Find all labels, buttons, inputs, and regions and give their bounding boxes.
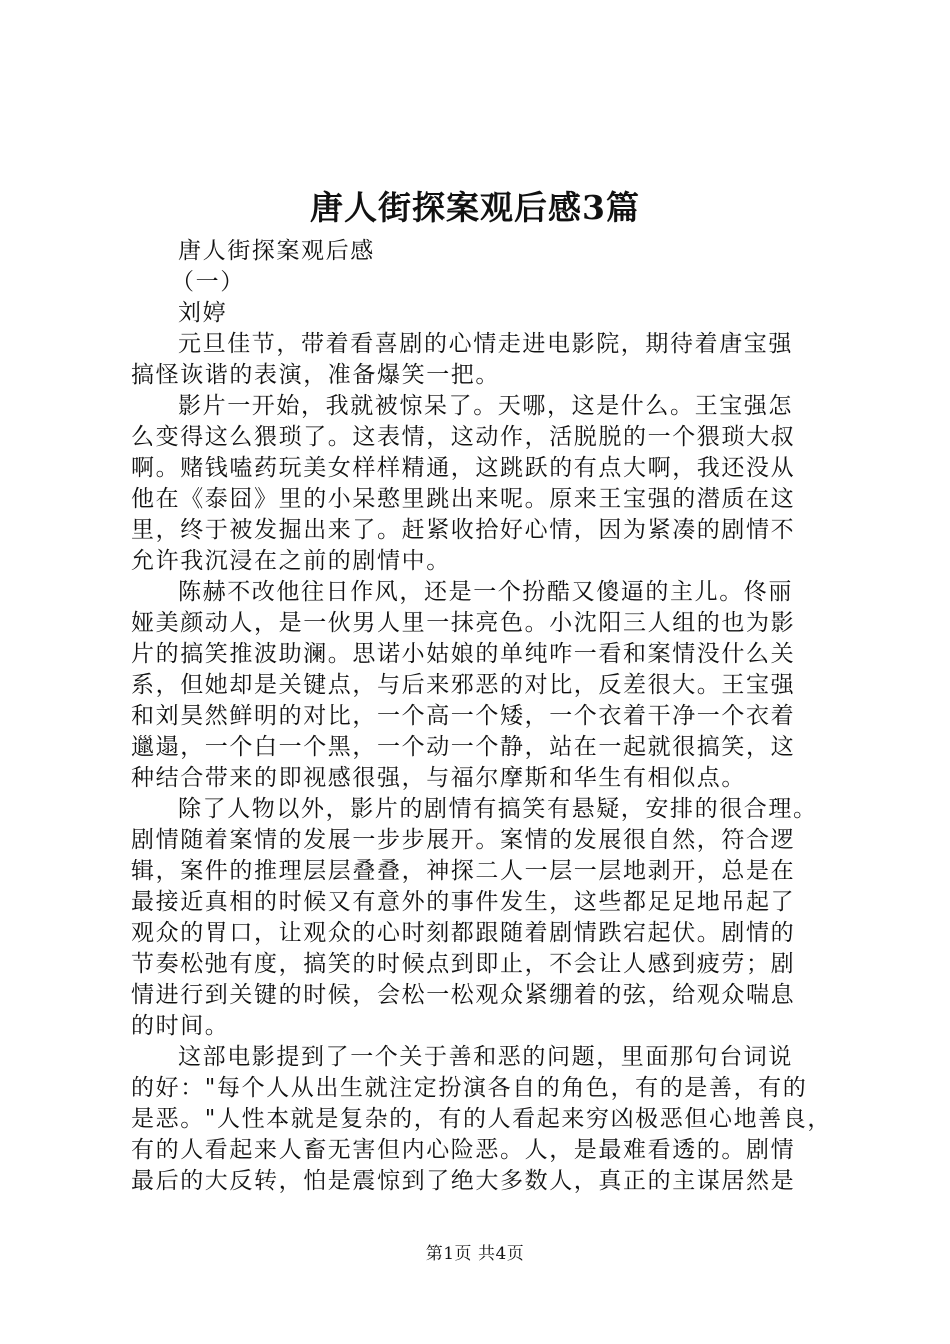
- text-line: 种结合带来的即视感很强，与福尔摩斯和华生有相似点。: [131, 765, 746, 791]
- page-footer: 第1页 共4页: [425, 1244, 525, 1264]
- text-line: 啊。赌钱嗑药玩美女样样精通，这跳跃的有点大啊，我还没从: [131, 455, 796, 481]
- text-line: 里，终于被发掘出来了。赶紧收拾好心情，因为紧凑的剧情不: [131, 517, 796, 543]
- text-line: 的好："每个人从出生就注定扮演各自的角色，有的是善，有的: [131, 1075, 808, 1101]
- text-line: 片的搞笑推波助澜。思诺小姑娘的单纯咋一看和案情没什么关: [131, 641, 796, 667]
- text-line: 辑，案件的推理层层叠叠，神探二人一层一层地剥开，总是在: [131, 858, 796, 884]
- text-line: 这部电影提到了一个关于善和恶的问题，里面那句台词说: [178, 1044, 793, 1070]
- text-line: 有的人看起来人畜无害但内心险恶。人，是最难看透的。剧情: [131, 1137, 796, 1163]
- text-line: 最后的大反转，怕是震惊到了绝大多数人，真正的主谋居然是: [131, 1168, 796, 1194]
- text-line: 剧情随着案情的发展一步步展开。案情的发展很自然，符合逻: [131, 827, 796, 853]
- text-line: 么变得这么猥琐了。这表情，这动作，活脱脱的一个猥琐大叔: [131, 424, 796, 450]
- text-line: 情进行到关键的时候，会松一松观众紧绷着的弦，给观众喘息: [131, 982, 796, 1008]
- text-line: 刘婷: [178, 300, 228, 326]
- text-line: 邋遢，一个白一个黑，一个动一个静，站在一起就很搞笑，这: [131, 734, 796, 760]
- text-line: 允许我沉浸在之前的剧情中。: [131, 548, 451, 574]
- text-line: 元旦佳节，带着看喜剧的心情走进电影院，期待着唐宝强: [178, 331, 793, 357]
- text-line: 最接近真相的时候又有意外的事件发生，这些都足足地吊起了: [131, 889, 796, 915]
- text-line: 节奏松弛有度，搞笑的时候点到即止，不会让人感到疲劳；剧: [131, 951, 796, 977]
- text-line: 搞怪诙谐的表演，准备爆笑一把。: [131, 362, 500, 388]
- text-line: 除了人物以外，影片的剧情有搞笑有悬疑，安排的很合理。: [178, 796, 818, 822]
- document-title: 唐人街探案观后感3篇: [310, 188, 640, 227]
- text-line: （一）: [171, 269, 245, 295]
- text-line: 的时间。: [131, 1013, 230, 1039]
- text-line: 陈赫不改他往日作风，还是一个扮酷又傻逼的主儿。佟丽: [178, 579, 793, 605]
- text-line: 观众的胃口，让观众的心时刻都跟随着剧情跌宕起伏。剧情的: [131, 920, 796, 946]
- text-line: 影片一开始，我就被惊呆了。天哪，这是什么。王宝强怎: [178, 393, 793, 419]
- text-line: 他在《泰囧》里的小呆憨里跳出来呢。原来王宝强的潜质在这: [131, 486, 796, 512]
- document-body: [131, 236, 831, 1197]
- text-line: 和刘昊然鲜明的对比，一个高一个矮，一个衣着干净一个衣着: [131, 703, 796, 729]
- text-line: 唐人街探案观后感: [178, 238, 375, 264]
- text-line: 系，但她却是关键点，与后来邪恶的对比，反差很大。王宝强: [131, 672, 796, 698]
- text-line: 是恶。"人性本就是复杂的，有的人看起来穷凶极恶但心地善良，: [131, 1106, 832, 1132]
- text-line: 娅美颜动人，是一伙男人里一抹亮色。小沈阳三人组的也为影: [131, 610, 796, 636]
